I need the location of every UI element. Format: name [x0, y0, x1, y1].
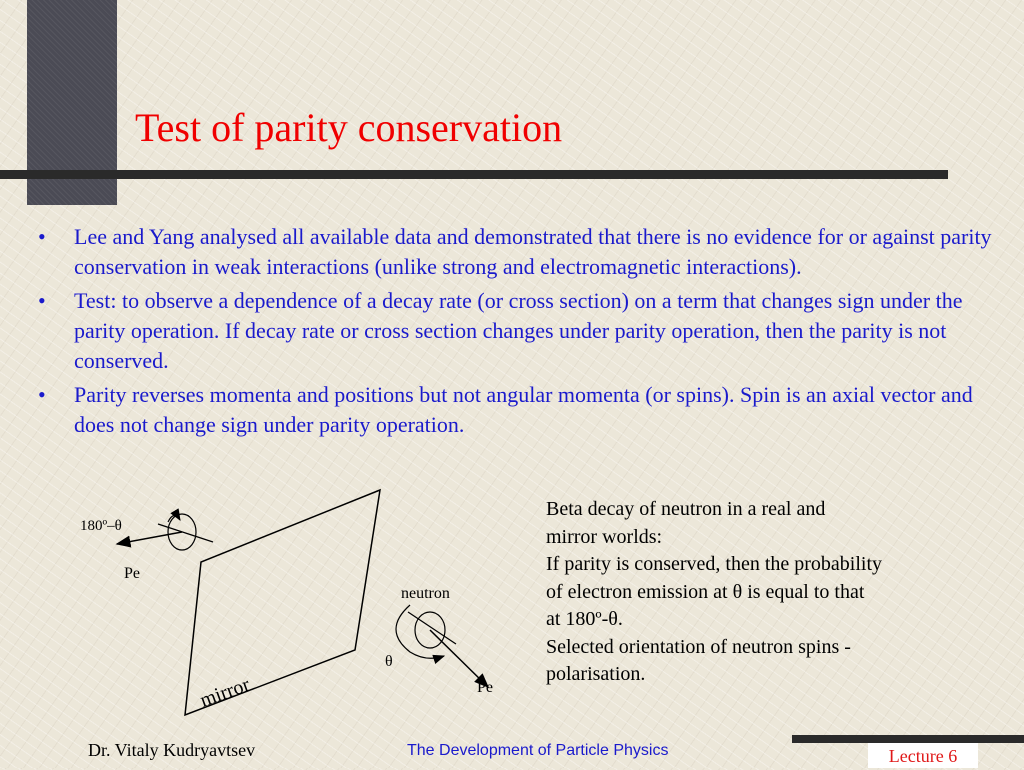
caption-line: mirror worlds:	[546, 525, 663, 548]
title-divider-bar	[0, 170, 948, 179]
caption-line: Beta decay of neutron in a real and	[546, 498, 826, 520]
caption-line: of electron emission at θ is equal to that	[546, 580, 865, 603]
bullet-list	[38, 222, 993, 444]
right-momentum-label: Pe	[477, 679, 493, 696]
bullet-dot: •	[38, 224, 46, 249]
mirror-label: mirror	[197, 673, 253, 712]
mirror-diagram	[60, 480, 540, 720]
bullet-dot: •	[38, 288, 46, 313]
slide-title: Test of parity conservation	[135, 105, 563, 150]
neutron-label: neutron	[401, 585, 450, 602]
bullet-text: Test: to observe a dependence of a decay rate (or cross section) on a term that changes sign under the parity operation. If decay rate or cross section changes under parity operation, then the parity is not conserved.	[74, 288, 963, 373]
caption-line: Selected orientation of neutron spins -	[546, 635, 851, 658]
caption-line: polarisation.	[546, 663, 646, 685]
bullet-item	[38, 286, 993, 376]
bullet-text: Parity reverses momenta and positions but not angular momenta (or spins). Spin is an axial vector and does not change sign under parity operation.	[74, 382, 973, 437]
footer-author: Dr. Vitaly Kudryavtsev	[88, 740, 256, 760]
caption-line: at 180º-θ.	[546, 608, 623, 630]
lecture-number-badge: Lecture 6	[868, 743, 978, 768]
mirror-plane	[185, 490, 380, 715]
diagram-caption	[546, 496, 996, 689]
bullet-item	[38, 380, 993, 440]
left-angle-label: 180º–θ	[80, 518, 122, 534]
footer-bar	[792, 735, 1024, 743]
bullet-item	[38, 222, 993, 282]
theta-label: θ	[385, 653, 393, 670]
bullet-dot: •	[38, 382, 46, 407]
left-spin-axis	[158, 524, 213, 542]
left-momentum-label: Pe	[124, 565, 140, 582]
bullet-text: Lee and Yang analysed all available data and demonstrated that there is no evidence for or against parity conservation in weak interactions (unlike strong and electromagnetic interactions).	[74, 224, 992, 279]
left-electron-arrow	[117, 532, 182, 544]
caption-line: If parity is conserved, then the probability	[546, 553, 883, 575]
footer-course-title: The Development of Particle Physics	[407, 742, 669, 759]
